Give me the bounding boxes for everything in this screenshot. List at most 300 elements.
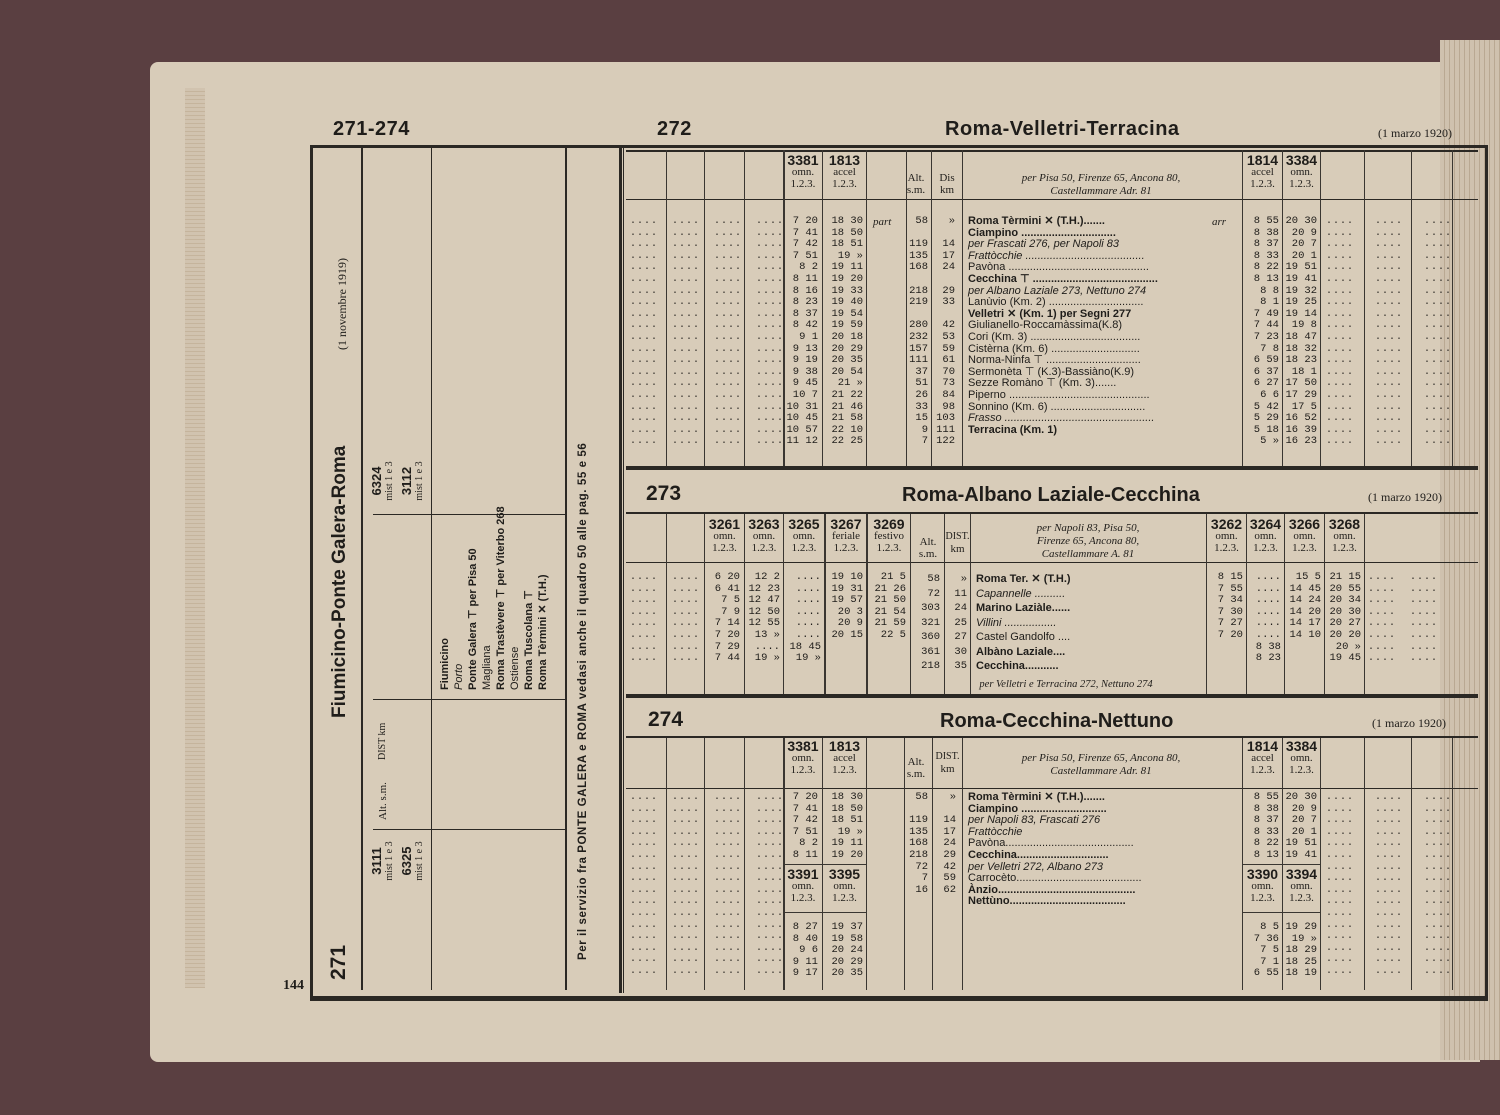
timetable-cell: 70 bbox=[942, 365, 955, 378]
train-3264-header: 3264 omn. 1.2.3. bbox=[1249, 516, 1282, 554]
station-item: Sonnino (Km. 6) ............................... bbox=[968, 400, 1146, 413]
timetable-cell: 25 bbox=[954, 616, 967, 629]
timetable-cell: 29 bbox=[942, 284, 955, 297]
timetable-cell: 20 3 bbox=[837, 605, 863, 618]
timetable-cell: 10 57 bbox=[786, 423, 818, 436]
timetable-cell: 5 » bbox=[1260, 435, 1279, 448]
train-3381-header: 3381 omn. 1.2.3. bbox=[787, 152, 819, 190]
station-item: Cori (Km. 3) .................................... bbox=[968, 330, 1141, 343]
timetable-cell: 15 5 bbox=[1295, 571, 1321, 583]
timetable-cell bbox=[868, 653, 906, 665]
timetable-cell: 62 bbox=[943, 883, 956, 896]
timetable-cell: 19 » bbox=[754, 652, 780, 665]
timetable-cell bbox=[1207, 653, 1243, 665]
train-1814-times bbox=[1243, 216, 1279, 448]
timetable-cell: 14 17 bbox=[1289, 617, 1321, 630]
timetable-cell: 14 45 bbox=[1289, 582, 1321, 595]
timetable-cell: 9 1 bbox=[799, 330, 818, 343]
empty-columns-right: .... .... .... .... .... .... .... .... .... .... .... .... .... .... .... .... .... .... .... .... .... .... .... .... .... .... .... .... .... .... .... .... .... .... .... .... .... .... .... .... .... .... .... .... .... .... .... .... bbox=[1326, 792, 1453, 977]
header-number: 272 bbox=[657, 118, 692, 140]
empty-columns-left: .... .... .... .... .... .... .... .... .... .... .... .... .... .... .... .... .... .... .... .... .... .... .... .... .... .... .... .... .... .... .... .... .... .... .... .... .... .... .... .... .... .... .... .... .... .... .... .... .... .... .... .... .... .... .... .... .... .... .... .... .... .... .... .... .... .... .... .... .... .... .... .... .... .... .... .... .... .... .... .... bbox=[630, 216, 785, 448]
timetable-cell: .... bbox=[795, 605, 821, 618]
timetable-cell: 7 29 bbox=[714, 640, 740, 653]
table-271-number: 271 bbox=[327, 944, 350, 980]
timetable-cell: » bbox=[960, 573, 967, 585]
timetable-cell: 19 10 bbox=[831, 571, 863, 583]
alt-header: Alt. s.m. bbox=[906, 756, 926, 780]
timetable-cell: 16 23 bbox=[1285, 435, 1317, 448]
timetable-cell: 14 20 bbox=[1289, 605, 1321, 618]
timetable-cell: 280 bbox=[909, 319, 928, 332]
timetable-cell: 10 45 bbox=[786, 412, 818, 425]
timetable-cell: 12 47 bbox=[748, 594, 780, 607]
timetable-cell: 111 bbox=[909, 354, 928, 367]
timetable-cell: 20 35 bbox=[831, 967, 863, 980]
timetable-cell: 7 23 bbox=[1253, 330, 1279, 343]
timetable-cell: 9 11 bbox=[792, 955, 818, 968]
timetable-cell: 19 8 bbox=[1291, 319, 1317, 332]
table-274-head-note: per Pisa 50, Firenze 65, Ancona 80, Castellammare Adr. 81 bbox=[1021, 752, 1181, 777]
timetable-cell: 16 52 bbox=[1285, 412, 1317, 425]
station-item: Roma Tuscolana ⊤ bbox=[523, 590, 535, 690]
timetable-cell: 6 55 bbox=[1253, 967, 1279, 980]
timetable-cell: 103 bbox=[936, 412, 955, 425]
timetable-cell: 10 31 bbox=[786, 400, 818, 413]
timetable-cell: 14 10 bbox=[1289, 628, 1321, 641]
timetable-cell: 19 37 bbox=[831, 921, 863, 933]
table-271-alt: Alt. s.m. bbox=[377, 782, 389, 820]
timetable-cell: 7 27 bbox=[1217, 617, 1243, 630]
timetable-cell: 18 19 bbox=[1285, 967, 1317, 980]
timetable-cell: 8 11 bbox=[792, 848, 818, 861]
timetable-cell: 8 16 bbox=[792, 284, 818, 297]
timetable-cell: 21 5 bbox=[880, 571, 906, 583]
timetable-cell: 18 30 bbox=[831, 215, 863, 227]
timetable-cell: 20 30 bbox=[1285, 215, 1317, 227]
timetable-cell: .... bbox=[1255, 617, 1281, 630]
timetable-cell: 6 20 bbox=[714, 571, 740, 583]
table-271-km: DIST km bbox=[377, 722, 388, 760]
page-number: 144 bbox=[283, 978, 304, 993]
timetable-cell: 21 58 bbox=[831, 412, 863, 425]
timetable-cell: 33 bbox=[942, 296, 955, 309]
timetable-cell: 157 bbox=[909, 342, 928, 355]
km-header: DIST. km bbox=[945, 531, 970, 555]
timetable-cell: 19 20 bbox=[831, 272, 863, 285]
table-272-stations bbox=[968, 216, 1158, 436]
table-274-title: Roma-Cecchina-Nettuno bbox=[940, 710, 1174, 732]
timetable-cell: 24 bbox=[942, 261, 955, 274]
station-item: Magliana bbox=[481, 645, 493, 690]
station-item: Frattòcchie bbox=[968, 825, 1023, 838]
timetable-cell: 218 bbox=[909, 284, 928, 297]
train-3263-times bbox=[745, 572, 780, 665]
timetable-cell: 6 37 bbox=[1253, 365, 1279, 378]
timetable-cell: 20 18 bbox=[831, 330, 863, 343]
timetable-cell: 19 11 bbox=[831, 837, 863, 850]
train-3265-times bbox=[784, 572, 821, 665]
timetable-cell: 19 » bbox=[837, 249, 863, 262]
timetable-cell: 8 38 bbox=[1255, 640, 1281, 653]
timetable-cell: 18 50 bbox=[831, 802, 863, 815]
station-item: Roma Trastèvere ⊤ per Viterbo 268 bbox=[495, 506, 507, 690]
timetable-cell: 19 33 bbox=[831, 284, 863, 297]
timetable-cell: 8 23 bbox=[792, 296, 818, 309]
timetable-cell: 98 bbox=[942, 400, 955, 413]
train-3384-header: 3384 omn. 1.2.3. bbox=[1285, 152, 1318, 190]
table-271-note: Per il servizio fra PONTE GALERA e ROMA vedasi anche il quadro 50 alle pag. 55 e 56 bbox=[577, 442, 589, 960]
timetable-cell: 7 9 bbox=[721, 605, 740, 618]
train-3261-header: 3261 omn. 1.2.3. bbox=[708, 516, 741, 554]
alt-header: Alt. s.m. bbox=[918, 536, 938, 560]
timetable-cell: 20 9 bbox=[837, 617, 863, 630]
timetable-cell: 21 54 bbox=[874, 605, 906, 618]
station-item: Pavòna .............................................. bbox=[968, 261, 1149, 274]
timetable-cell: 10 7 bbox=[792, 388, 818, 401]
timetable-cell: 5 29 bbox=[1253, 412, 1279, 425]
timetable-cell: 11 12 bbox=[786, 435, 818, 448]
timetable-cell: 19 59 bbox=[831, 319, 863, 332]
timetable-cell bbox=[902, 274, 928, 286]
timetable-cell: .... bbox=[1255, 582, 1281, 595]
timetable-cell: 13 » bbox=[754, 628, 780, 641]
timetable-cell: 8 1 bbox=[1260, 296, 1279, 309]
table-271-date: (1 novembre 1919) bbox=[335, 258, 349, 350]
station-item: Nettùno...................................... bbox=[968, 895, 1126, 908]
train-3394-times bbox=[1283, 922, 1317, 980]
timetable-cell: 303 bbox=[921, 602, 940, 614]
train-3384-times bbox=[1283, 792, 1317, 862]
timetable-cell: 19 51 bbox=[1285, 837, 1317, 850]
timetable-cell: 8 11 bbox=[792, 272, 818, 285]
table-274-number: 274 bbox=[648, 708, 684, 731]
train-3395-times bbox=[823, 922, 863, 980]
timetable-cell: 9 19 bbox=[792, 354, 818, 367]
timetable-cell: 8 5 bbox=[1260, 921, 1279, 933]
timetable-cell: 7 20 bbox=[792, 791, 818, 803]
timetable-cell: 72 bbox=[927, 587, 940, 600]
timetable-cell: 6 41 bbox=[714, 582, 740, 595]
timetable-cell: 20 9 bbox=[1291, 226, 1317, 239]
timetable-cell: 9 bbox=[921, 423, 928, 436]
station-item: Cecchina ⊤ ......................................... bbox=[968, 272, 1158, 285]
table-273-foot-note: per Velletri e Terracina 272, Nettuno 274 bbox=[979, 679, 1153, 690]
timetable-cell: 7 44 bbox=[1253, 319, 1279, 332]
timetable-cell: 8 38 bbox=[1253, 226, 1279, 239]
station-item: Ciampino ............................... bbox=[968, 226, 1116, 239]
timetable-cell: 8 22 bbox=[1253, 261, 1279, 274]
timetable-cell: 21 26 bbox=[874, 582, 906, 595]
timetable-cell: 26 bbox=[915, 388, 928, 401]
timetable-cell: 8 42 bbox=[792, 319, 818, 332]
station-item: Roma Tèrmini ✕ (T.H.) bbox=[537, 574, 549, 690]
timetable-cell: 5 18 bbox=[1253, 423, 1279, 436]
timetable-cell: 7 41 bbox=[792, 226, 818, 239]
timetable-cell: 8 37 bbox=[1253, 238, 1279, 251]
train-3381-times bbox=[784, 792, 818, 862]
distance-values bbox=[945, 572, 967, 674]
timetable-cell: 15 bbox=[915, 412, 928, 425]
timetable-cell: 20 20 bbox=[1329, 628, 1361, 641]
timetable-cell: 12 50 bbox=[748, 605, 780, 618]
timetable-cell: 12 2 bbox=[754, 571, 780, 583]
timetable-cell: 7 34 bbox=[1217, 594, 1243, 607]
train-3263-header: 3263 omn. 1.2.3. bbox=[748, 516, 780, 554]
table-273-date: (1 marzo 1920) bbox=[1368, 490, 1442, 504]
timetable-cell: 18 47 bbox=[1285, 330, 1317, 343]
timetable-cell: 8 33 bbox=[1253, 249, 1279, 262]
timetable-cell: .... bbox=[1255, 628, 1281, 641]
timetable-cell: 20 29 bbox=[831, 342, 863, 355]
train-6325-header: 6325 mist 1 e 3 bbox=[399, 841, 425, 881]
timetable-cell: 18 30 bbox=[831, 791, 863, 803]
timetable-cell: 7 30 bbox=[1217, 605, 1243, 618]
timetable-cell: 219 bbox=[909, 296, 928, 309]
station-item: Roma Tèrmini ✕ (T.H.)....... bbox=[968, 215, 1105, 227]
timetable-cell: 168 bbox=[909, 261, 928, 274]
timetable-cell: 9 13 bbox=[792, 342, 818, 355]
train-3262-times bbox=[1207, 572, 1243, 665]
timetable-cell: 20 » bbox=[1335, 640, 1361, 653]
timetable-cell: 20 7 bbox=[1291, 814, 1317, 827]
timetable-cell: 18 23 bbox=[1285, 354, 1317, 367]
station-item: Ostiense bbox=[509, 646, 521, 690]
station-item: Terracina (Km. 1) bbox=[968, 423, 1058, 436]
timetable-cell: 361 bbox=[921, 645, 940, 658]
train-3262-header: 3262 omn. 1.2.3. bbox=[1210, 516, 1243, 554]
timetable-cell: 6 27 bbox=[1253, 377, 1279, 390]
station-item: Roma Ter. ✕ (T.H.) bbox=[976, 573, 1071, 585]
timetable-cell: 7 42 bbox=[792, 238, 818, 251]
timetable-cell: 119 bbox=[909, 814, 928, 827]
station-item: Cecchina........... bbox=[976, 660, 1059, 672]
timetable-cell: 8 15 bbox=[1217, 571, 1243, 583]
timetable-cell: 33 bbox=[915, 400, 928, 413]
timetable-cell: 20 34 bbox=[1329, 594, 1361, 607]
timetable-cell: 8 22 bbox=[1253, 837, 1279, 850]
timetable-cell: 42 bbox=[942, 319, 955, 332]
timetable-cell: 7 bbox=[921, 872, 928, 885]
alt-header: Alt. s.m. bbox=[906, 172, 926, 196]
table-273-stations bbox=[976, 572, 1071, 674]
timetable-cell: 20 30 bbox=[1285, 791, 1317, 803]
timetable-cell: .... bbox=[1255, 594, 1281, 607]
timetable-cell: 72 bbox=[915, 860, 928, 873]
train-1814-header: 1814 accel 1.2.3. bbox=[1246, 738, 1279, 776]
timetable-cell: 37 bbox=[915, 365, 928, 378]
timetable-cell: 7 49 bbox=[1253, 307, 1279, 320]
timetable-cell: 8 37 bbox=[1253, 814, 1279, 827]
timetable-cell: 7 5 bbox=[721, 594, 740, 607]
altitude-values bbox=[902, 216, 928, 448]
station-item: Cistèrna (Km. 6) ............................. bbox=[968, 342, 1140, 355]
part-label: part bbox=[873, 216, 892, 228]
train-3267-header: 3267 feriale 1.2.3. bbox=[830, 516, 862, 554]
train-3268-header: 3268 omn. 1.2.3. bbox=[1328, 516, 1361, 554]
timetable-cell: 9 6 bbox=[799, 944, 818, 957]
station-item: Castel Gandolfo .... bbox=[976, 631, 1071, 643]
train-1813-header: 1813 accel 1.2.3. bbox=[828, 152, 861, 190]
station-item: Capannelle .......... bbox=[976, 587, 1066, 600]
timetable-cell: 9 45 bbox=[792, 377, 818, 390]
timetable-cell bbox=[1285, 653, 1321, 665]
station-item: Ciampino ............................ bbox=[968, 802, 1107, 815]
empty-columns-right: .... .... .... .... .... .... .... .... .... .... .... .... .... .... .... .... .... .... .... .... .... .... .... .... .... .... .... .... .... .... .... .... .... .... .... .... .... .... .... .... .... .... .... .... .... .... .... .... .... .... .... .... .... .... .... .... .... .... .... .... bbox=[1326, 216, 1453, 448]
station-item: Pavòna.......................................... bbox=[968, 837, 1134, 850]
timetable-cell: .... bbox=[795, 617, 821, 630]
table-272-head-note: per Pisa 50, Firenze 65, Ancona 80, Castellammare Adr. 81 bbox=[1021, 172, 1181, 197]
train-1813-times bbox=[823, 216, 863, 448]
table-273-head-note: per Napoli 83, Pisa 50, Firenze 65, Ancona 80, Castellammare A. 81 bbox=[1036, 522, 1140, 560]
station-item: Carrocèto......................................... bbox=[968, 872, 1142, 885]
timetable-cell: » bbox=[948, 215, 955, 227]
table-271-rotated bbox=[313, 148, 619, 990]
timetable-cell: .... bbox=[795, 571, 821, 583]
header-title: Roma-Velletri-Terracina bbox=[945, 118, 1180, 140]
table-272 bbox=[626, 150, 1478, 468]
timetable-cell: 7 51 bbox=[792, 825, 818, 838]
timetable-cell: 59 bbox=[943, 872, 956, 885]
timetable-cell: 19 25 bbox=[1285, 296, 1317, 309]
timetable-cell: 17 29 bbox=[1285, 388, 1317, 401]
timetable-cell: 18 50 bbox=[831, 226, 863, 239]
station-item: Norma-Ninfa ⊤ ............................... bbox=[968, 354, 1141, 367]
timetable-cell: 30 bbox=[954, 645, 967, 658]
timetable-cell: 135 bbox=[909, 249, 928, 262]
timetable-cell: 232 bbox=[909, 330, 928, 343]
timetable-cell: 20 24 bbox=[831, 944, 863, 957]
train-1813-header: 1813 accel 1.2.3. bbox=[828, 738, 861, 776]
train-3112-header: 3112 mist 1 e 3 bbox=[399, 461, 425, 501]
train-3266-times bbox=[1285, 572, 1321, 665]
timetable-cell: 18 1 bbox=[1291, 365, 1317, 378]
empty-columns-left: .... .... .... .... .... .... .... .... .... .... .... .... .... .... .... .... bbox=[630, 572, 701, 665]
timetable-cell: 14 24 bbox=[1289, 594, 1321, 607]
train-3390-header: 3390 omn. 1.2.3. bbox=[1246, 866, 1279, 904]
timetable-cell: 19 » bbox=[795, 652, 821, 665]
train-3390-times bbox=[1243, 922, 1279, 980]
timetable-cell: 8 33 bbox=[1253, 825, 1279, 838]
timetable-cell: 20 27 bbox=[1329, 617, 1361, 630]
timetable-cell: 18 32 bbox=[1285, 342, 1317, 355]
timetable-cell: 73 bbox=[942, 377, 955, 390]
timetable-cell: 7 36 bbox=[1253, 932, 1279, 945]
timetable-cell: 14 bbox=[942, 238, 955, 251]
station-item: Ponte Galera ⊤ per Pisa 50 bbox=[467, 548, 479, 690]
station-item: Piperno .............................................. bbox=[968, 388, 1150, 401]
timetable-cell: 21 22 bbox=[831, 388, 863, 401]
timetable-cell: 9 17 bbox=[792, 967, 818, 980]
timetable-cell: 24 bbox=[943, 837, 956, 850]
train-3395-header: 3395 omn. 1.2.3. bbox=[828, 866, 861, 904]
distance-values bbox=[932, 792, 956, 896]
timetable-cell: 19 20 bbox=[831, 848, 863, 861]
train-3265-header: 3265 omn. 1.2.3. bbox=[788, 516, 820, 554]
train-3268-times bbox=[1325, 572, 1361, 665]
timetable-cell: 12 23 bbox=[748, 582, 780, 595]
page-stack-left bbox=[185, 88, 205, 988]
timetable-cell: 5 42 bbox=[1253, 400, 1279, 413]
timetable-cell: 8 23 bbox=[1255, 652, 1281, 665]
timetable-cell: 8 38 bbox=[1253, 802, 1279, 815]
table-273-number: 273 bbox=[646, 482, 682, 505]
table-273 bbox=[626, 470, 1478, 698]
timetable-cell: 20 9 bbox=[1291, 802, 1317, 815]
timetable-cell: 8 8 bbox=[1260, 284, 1279, 297]
timetable-cell: 84 bbox=[942, 388, 955, 401]
station-item: Marino Laziàle...... bbox=[976, 602, 1071, 614]
timetable-cell: 19 31 bbox=[831, 582, 863, 595]
timetable-cell: 7 55 bbox=[1217, 582, 1243, 595]
timetable-cell: .... bbox=[795, 628, 821, 641]
timetable-cell: 21 46 bbox=[831, 400, 863, 413]
station-item: per Velletri 272, Albano 273 bbox=[968, 860, 1103, 873]
timetable-cell: 16 bbox=[915, 883, 928, 896]
timetable-cell: 35 bbox=[954, 660, 967, 672]
timetable-cell: 22 5 bbox=[880, 628, 906, 641]
timetable-cell: 29 bbox=[943, 848, 956, 861]
timetable-cell: 22 10 bbox=[831, 423, 863, 436]
timetable-cell bbox=[826, 653, 863, 665]
train-3111-header: 3111 mist 1 e 3 bbox=[369, 841, 395, 881]
train-3391-header: 3391 omn. 1.2.3. bbox=[787, 866, 819, 904]
timetable-cell: 19 40 bbox=[831, 296, 863, 309]
timetable-cell: 21 50 bbox=[874, 594, 906, 607]
timetable-cell: 21 59 bbox=[874, 617, 906, 630]
empty-columns-right: .... .... .... .... .... .... .... .... .... .... .... .... .... .... .... .... bbox=[1368, 572, 1439, 665]
timetable-cell: 61 bbox=[942, 354, 955, 367]
timetable-cell: 12 55 bbox=[748, 617, 780, 630]
train-1814-header: 1814 accel 1.2.3. bbox=[1246, 152, 1279, 190]
timetable-cell: 218 bbox=[921, 660, 940, 672]
timetable-cell: 19 41 bbox=[1285, 848, 1317, 861]
header-range: 271-274 bbox=[333, 118, 410, 140]
station-item: Albàno Laziale.... bbox=[976, 645, 1066, 658]
timetable-cell: 16 39 bbox=[1285, 423, 1317, 436]
timetable-cell: 19 58 bbox=[831, 932, 863, 945]
timetable-cell: 168 bbox=[909, 837, 928, 850]
timetable-cell: 42 bbox=[943, 860, 956, 873]
table-274-stations bbox=[968, 792, 1142, 908]
timetable-cell: 20 55 bbox=[1329, 582, 1361, 595]
timetable-cell: 18 51 bbox=[831, 238, 863, 251]
timetable-cell: 360 bbox=[921, 631, 940, 643]
timetable-cell bbox=[931, 274, 955, 286]
timetable-cell: 19 32 bbox=[1285, 284, 1317, 297]
timetable-cell: 7 bbox=[921, 435, 928, 448]
timetable-cell: 6 6 bbox=[1260, 388, 1279, 401]
timetable-cell: 321 bbox=[921, 616, 940, 629]
table-271 bbox=[313, 148, 619, 990]
timetable-cell: 27 bbox=[954, 631, 967, 643]
timetable-cell: 20 35 bbox=[831, 354, 863, 367]
timetable-cell: 20 15 bbox=[831, 628, 863, 641]
timetable-cell: 7 8 bbox=[1260, 342, 1279, 355]
timetable-cell: 9 38 bbox=[792, 365, 818, 378]
timetable-cell: 8 13 bbox=[1253, 848, 1279, 861]
train-3394-header: 3394 omn. 1.2.3. bbox=[1285, 866, 1318, 904]
timetable-cell: 8 13 bbox=[1253, 272, 1279, 285]
column-divider-thin bbox=[623, 148, 624, 993]
timetable-cell: » bbox=[949, 791, 956, 803]
timetable-cell: 8 2 bbox=[799, 837, 818, 850]
timetable-cell: .... bbox=[1255, 605, 1281, 618]
timetable-cell: 22 25 bbox=[831, 435, 863, 448]
timetable-cell: 19 11 bbox=[831, 261, 863, 274]
timetable-cell: 58 bbox=[915, 215, 928, 227]
train-6324-header: 6324 mist 1 e 3 bbox=[369, 461, 395, 501]
station-item: Ànzio............................................. bbox=[968, 883, 1136, 896]
